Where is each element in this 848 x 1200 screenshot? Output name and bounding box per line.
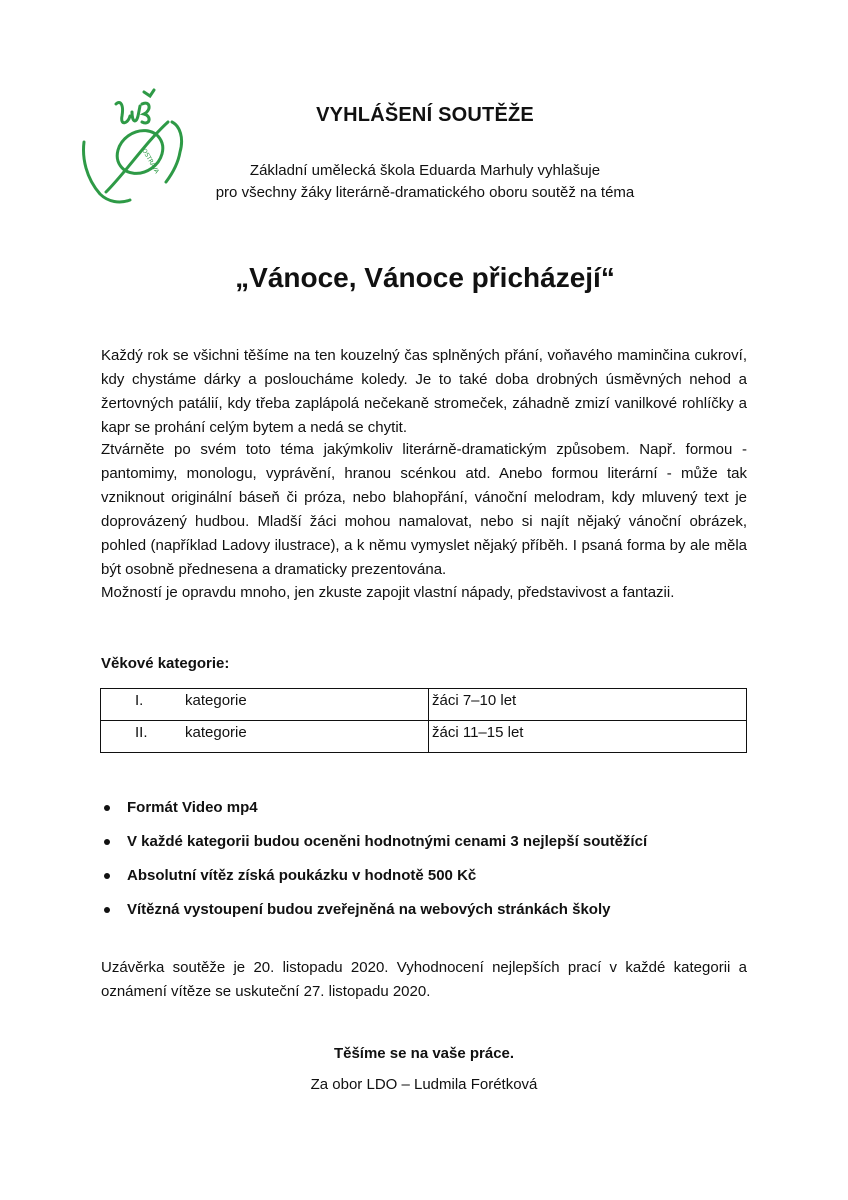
signature: Za obor LDO – Ludmila Forétková — [310, 1076, 538, 1093]
list-item: Absolutní vítěz získá poukázku v hodnotě 500 Kč — [101, 866, 647, 900]
category-ages: žáci 11–15 let — [432, 724, 524, 741]
intro-paragraph: Každý rok se všichni těšíme na ten kouzelný čas splněných přání, voňavého maminčina cukroví, kdy chystáme dárky a posloucháme koledy. Je to také doba drobných úsměvných nehod a žertovných patálií, kdy třeba zaplápolá nečekaně stromeček, záhadně zmizí vanilkové rohlíčky a kapr se prohání celým bytem a nedá se chytit. — [101, 347, 747, 436]
table-row — [101, 689, 747, 721]
rules-list — [101, 798, 647, 934]
category-number: II. — [135, 724, 148, 741]
bullet-icon — [104, 907, 110, 913]
list-item: V každé kategorii budou oceněni hodnotnými cenami 3 nejlepší soutěžící — [101, 832, 647, 866]
bullet-icon — [104, 873, 110, 879]
instructions-paragraph: Ztvárněte po svém toto téma jakýmkoliv literárně-dramatickým způsobem. Např. formou - pantomimy, monologu, vyprávění, hranou scénkou atd. Anebo formou literární - může tak vzniknout originální báseň či próza, nebo blahopřání, vánoční melodram, kdy mluvený text je doprovázený hudbou. Mladší žáci mohou namalovat, nebo si najít nějaký vánoční obrázek, pohled (například Ladovy ilustrace), a k němu vymyslet nějaký příběh. I psaná forma by ale měla být osobně přednesena a dramaticky prezentována. — [101, 441, 747, 578]
table-row — [101, 721, 747, 753]
category-number: I. — [135, 692, 144, 709]
bullet-icon — [104, 839, 110, 845]
category-ages: žáci 7–10 let — [432, 692, 517, 709]
svg-text:OSTRAVA: OSTRAVA — [140, 147, 161, 175]
encouragement-paragraph: Možností je opravdu mnoho, jen zkuste zapojit vlastní nápady, představivost a fantazii. — [101, 584, 675, 601]
list-item: Vítězná vystoupení budou zveřejněná na webových stránkách školy — [101, 900, 647, 934]
list-item: Formát Video mp4 — [101, 798, 647, 832]
school-intro-line: Základní umělecká škola Eduarda Marhuly vyhlašuje — [249, 162, 601, 179]
category-name: kategorie — [185, 692, 247, 709]
category-name: kategorie — [185, 724, 247, 741]
school-intro-line: pro všechny žáky literárně-dramatického oboru soutěž na téma — [215, 184, 635, 201]
closing-line: Těšíme se na vaše práce. — [333, 1045, 515, 1062]
competition-theme: „Vánoce, Vánoce přicházejí“ — [235, 262, 615, 293]
age-categories-heading: Věkové kategorie: — [101, 655, 230, 672]
announcement-title: VYHLÁŠENÍ SOUTĚŽE — [316, 104, 534, 126]
age-categories-table — [100, 688, 747, 753]
deadline-paragraph: Uzávěrka soutěže je 20. listopadu 2020. Vyhodnocení nejlepších prací v každé kategorii a oznámení vítěze se uskuteční 27. listopadu 2020. — [101, 959, 747, 1000]
bullet-icon — [104, 805, 110, 811]
